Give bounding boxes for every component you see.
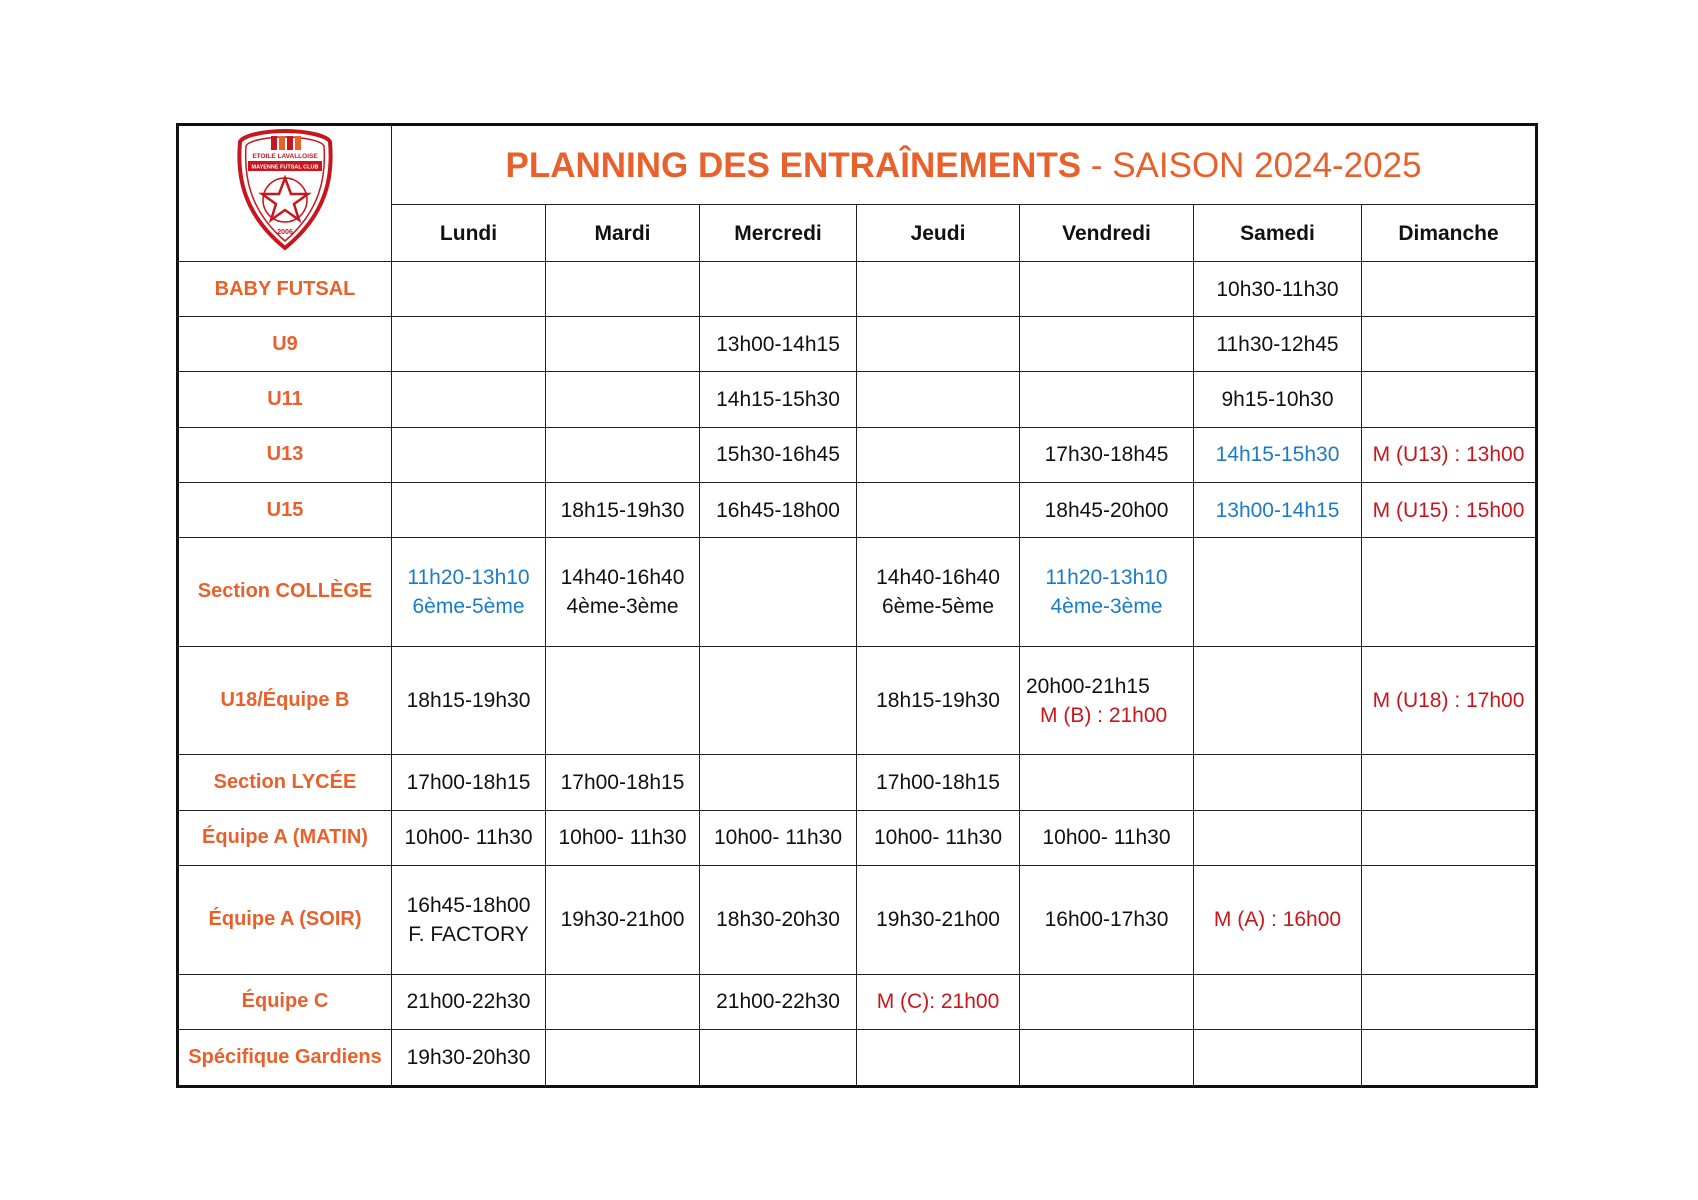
schedule-row xyxy=(178,755,1537,810)
schedule-cell-lundi xyxy=(392,646,546,755)
day-header-jeudi: Jeudi xyxy=(857,205,1020,262)
schedule-cell-mardi xyxy=(546,262,700,317)
session-time: 18h15-19h30 xyxy=(876,689,1000,713)
category-label: U13 xyxy=(178,427,392,482)
schedule-row xyxy=(178,482,1537,537)
schedule-cell-dimanche xyxy=(1362,538,1537,647)
schedule-cell-mercredi xyxy=(700,646,857,755)
schedule-cell-jeudi xyxy=(857,262,1020,317)
session-time: 14h15-15h30 xyxy=(716,388,840,412)
session-time: 4ème-3ème xyxy=(1050,594,1163,618)
session-time: 14h40-16h40 xyxy=(876,565,1000,589)
logo-year: 2006 xyxy=(277,228,293,236)
session-time: 18h15-19h30 xyxy=(560,498,685,522)
session-time: 21h00-22h30 xyxy=(406,990,531,1014)
day-header-dimanche: Dimanche xyxy=(1362,205,1537,262)
schedule-cell-mardi xyxy=(546,538,700,647)
match-time: M (U18) : 17h00 xyxy=(1372,689,1525,713)
schedule-cell-jeudi xyxy=(857,974,1020,1029)
session-time: 16h45-18h00 xyxy=(406,893,531,917)
session-time: 10h00- 11h30 xyxy=(558,826,687,850)
schedule-cell-dimanche xyxy=(1362,427,1537,482)
schedule-cell-jeudi xyxy=(857,865,1020,974)
schedule-cell-dimanche xyxy=(1362,974,1537,1029)
schedule-cell-samedi xyxy=(1194,1029,1362,1086)
logo-band-text: MAYENNE FUTSAL CLUB xyxy=(251,164,319,170)
session-time: 19h30-20h30 xyxy=(406,1045,531,1069)
schedule-cell-jeudi xyxy=(857,755,1020,810)
schedule-cell-dimanche xyxy=(1362,317,1537,372)
schedule-row xyxy=(178,1029,1537,1086)
day-header-samedi: Samedi xyxy=(1194,205,1362,262)
schedule-row xyxy=(178,810,1537,865)
schedule-row xyxy=(178,646,1537,755)
session-time: 10h00- 11h30 xyxy=(404,826,533,850)
schedule-cell-lundi xyxy=(392,427,546,482)
day-header-mercredi: Mercredi xyxy=(700,205,857,262)
logo-top-text: ETOILE LAVALLOISE xyxy=(252,152,318,160)
schedule-cell-mardi xyxy=(546,974,700,1029)
schedule-cell-vendredi xyxy=(1020,1029,1194,1086)
match-time: M (C): 21h00 xyxy=(876,990,1000,1014)
schedule-cell-mercredi xyxy=(700,1029,857,1086)
schedule-cell-lundi xyxy=(392,372,546,427)
schedule-cell-lundi xyxy=(392,538,546,647)
schedule-cell-jeudi xyxy=(857,427,1020,482)
schedule-cell-mercredi xyxy=(700,810,857,865)
schedule-cell-mardi xyxy=(546,755,700,810)
session-time: 21h00-22h30 xyxy=(716,990,840,1014)
schedule-cell-lundi xyxy=(392,974,546,1029)
schedule-cell-dimanche xyxy=(1362,810,1537,865)
session-time: 19h30-21h00 xyxy=(560,908,685,932)
schedule-cell-dimanche xyxy=(1362,1029,1537,1086)
schedule-cell-samedi xyxy=(1194,646,1362,755)
session-time: F. FACTORY xyxy=(408,922,529,946)
schedule-cell-mardi xyxy=(546,427,700,482)
schedule-cell-vendredi xyxy=(1020,755,1194,810)
schedule-cell-vendredi xyxy=(1020,427,1194,482)
schedule-cell-mercredi xyxy=(700,482,857,537)
schedule-cell-samedi xyxy=(1194,755,1362,810)
schedule-cell-dimanche xyxy=(1362,372,1537,427)
match-time: M (A) : 16h00 xyxy=(1213,908,1342,932)
title-main: PLANNING DES ENTRAÎNEMENTS xyxy=(505,145,1082,185)
category-label: Section LYCÉE xyxy=(178,755,392,810)
session-time: 17h00-18h15 xyxy=(560,771,685,795)
club-crest-icon xyxy=(235,128,335,252)
schedule-cell-mardi xyxy=(546,317,700,372)
schedule-cell-vendredi xyxy=(1020,538,1194,647)
schedule-cell-vendredi xyxy=(1020,372,1194,427)
schedule-cell-dimanche xyxy=(1362,865,1537,974)
schedule-cell-jeudi xyxy=(857,538,1020,647)
session-time: 16h00-17h30 xyxy=(1044,908,1169,932)
session-time: 10h00- 11h30 xyxy=(873,826,1003,850)
category-label: Section COLLÈGE xyxy=(178,538,392,647)
schedule-cell-mercredi xyxy=(700,262,857,317)
day-header-vendredi: Vendredi xyxy=(1020,205,1194,262)
schedule-cell-vendredi xyxy=(1020,646,1194,755)
session-time: 6ème-5ème xyxy=(412,594,525,618)
session-time: 6ème-5ème xyxy=(881,594,995,618)
category-label: Équipe C xyxy=(178,974,392,1029)
schedule-row xyxy=(178,317,1537,372)
schedule-cell-lundi xyxy=(392,262,546,317)
schedule-cell-mercredi xyxy=(700,317,857,372)
session-time: 19h30-21h00 xyxy=(876,908,1000,932)
session-time: 10h00- 11h30 xyxy=(713,826,843,850)
schedule-row xyxy=(178,974,1537,1029)
schedule-cell-samedi xyxy=(1194,974,1362,1029)
schedule-cell-mercredi xyxy=(700,538,857,647)
schedule-cell-dimanche xyxy=(1362,755,1537,810)
session-time: 10h00- 11h30 xyxy=(1042,826,1171,850)
session-time: 18h15-19h30 xyxy=(406,689,531,713)
session-time: 17h30-18h45 xyxy=(1044,443,1169,467)
session-time: 20h00-21h15 xyxy=(1026,674,1150,698)
schedule-cell-lundi xyxy=(392,865,546,974)
schedule-cell-samedi xyxy=(1194,262,1362,317)
schedule-cell-jeudi xyxy=(857,646,1020,755)
club-logo-cell xyxy=(178,125,392,262)
session-time: 13h00-14h15 xyxy=(716,332,840,356)
schedule-cell-mardi xyxy=(546,646,700,755)
session-time: 10h30-11h30 xyxy=(1216,277,1339,301)
session-time: 4ème-3ème xyxy=(566,594,679,618)
schedule-cell-jeudi xyxy=(857,317,1020,372)
schedule-cell-samedi xyxy=(1194,810,1362,865)
session-time: 16h45-18h00 xyxy=(716,498,840,522)
schedule-cell-mercredi xyxy=(700,865,857,974)
schedule-cell-lundi xyxy=(392,755,546,810)
schedule-cell-samedi xyxy=(1194,482,1362,537)
schedule-cell-mardi xyxy=(546,865,700,974)
session-time: 14h40-16h40 xyxy=(560,565,685,589)
schedule-cell-mardi xyxy=(546,810,700,865)
category-label: U15 xyxy=(178,482,392,537)
schedule-cell-samedi xyxy=(1194,865,1362,974)
session-time: 11h20-13h10 xyxy=(407,565,530,589)
schedule-row xyxy=(178,865,1537,974)
schedule-row xyxy=(178,427,1537,482)
title-row xyxy=(178,125,1537,205)
schedule-cell-lundi xyxy=(392,482,546,537)
session-time: 18h45-20h00 xyxy=(1044,498,1169,522)
schedule-cell-mercredi xyxy=(700,974,857,1029)
schedule-cell-mardi xyxy=(546,372,700,427)
session-time: 14h15-15h30 xyxy=(1215,443,1340,467)
title-separator: - xyxy=(1081,145,1113,185)
schedule-cell-vendredi xyxy=(1020,262,1194,317)
match-time: M (U15) : 15h00 xyxy=(1372,498,1525,522)
session-time: 9h15-10h30 xyxy=(1221,388,1334,412)
schedule-cell-vendredi xyxy=(1020,810,1194,865)
page-title xyxy=(392,125,1537,205)
category-label: Équipe A (MATIN) xyxy=(178,810,392,865)
day-header-lundi: Lundi xyxy=(392,205,546,262)
schedule-cell-mercredi xyxy=(700,755,857,810)
schedule-cell-dimanche xyxy=(1362,482,1537,537)
session-time: 18h30-20h30 xyxy=(716,908,840,932)
category-label: U18/Équipe B xyxy=(178,646,392,755)
training-schedule-sheet xyxy=(176,123,1538,1088)
schedule-cell-vendredi xyxy=(1020,317,1194,372)
session-time: 17h00-18h15 xyxy=(406,771,531,795)
schedule-cell-vendredi xyxy=(1020,974,1194,1029)
category-label: Spécifique Gardiens xyxy=(178,1029,392,1086)
schedule-cell-samedi xyxy=(1194,427,1362,482)
category-label: U9 xyxy=(178,317,392,372)
schedule-row xyxy=(178,372,1537,427)
match-time: M (U13) : 13h00 xyxy=(1372,443,1525,467)
schedule-table xyxy=(176,123,1538,1088)
schedule-cell-mercredi xyxy=(700,427,857,482)
schedule-cell-samedi xyxy=(1194,372,1362,427)
session-time: 11h20-13h10 xyxy=(1045,565,1168,589)
title-season: SAISON 2024-2025 xyxy=(1112,145,1422,185)
schedule-cell-lundi xyxy=(392,317,546,372)
schedule-cell-mercredi xyxy=(700,372,857,427)
category-label: BABY FUTSAL xyxy=(178,262,392,317)
session-time: 17h00-18h15 xyxy=(876,771,1000,795)
category-label: Équipe A (SOIR) xyxy=(178,865,392,974)
schedule-cell-jeudi xyxy=(857,372,1020,427)
schedule-row xyxy=(178,538,1537,647)
schedule-cell-dimanche xyxy=(1362,646,1537,755)
schedule-cell-mardi xyxy=(546,1029,700,1086)
schedule-cell-dimanche xyxy=(1362,262,1537,317)
session-time: 13h00-14h15 xyxy=(1215,498,1340,522)
schedule-cell-vendredi xyxy=(1020,865,1194,974)
schedule-cell-lundi xyxy=(392,810,546,865)
schedule-cell-jeudi xyxy=(857,810,1020,865)
day-header-mardi: Mardi xyxy=(546,205,700,262)
schedule-row xyxy=(178,262,1537,317)
schedule-cell-samedi xyxy=(1194,538,1362,647)
schedule-cell-jeudi xyxy=(857,1029,1020,1086)
session-time: 11h30-12h45 xyxy=(1216,332,1339,356)
schedule-cell-vendredi xyxy=(1020,482,1194,537)
session-time: 15h30-16h45 xyxy=(716,443,840,467)
schedule-cell-lundi xyxy=(392,1029,546,1086)
category-label: U11 xyxy=(178,372,392,427)
schedule-cell-jeudi xyxy=(857,482,1020,537)
schedule-cell-samedi xyxy=(1194,317,1362,372)
match-time: M (B) : 21h00 xyxy=(1040,703,1168,727)
schedule-cell-mardi xyxy=(546,482,700,537)
